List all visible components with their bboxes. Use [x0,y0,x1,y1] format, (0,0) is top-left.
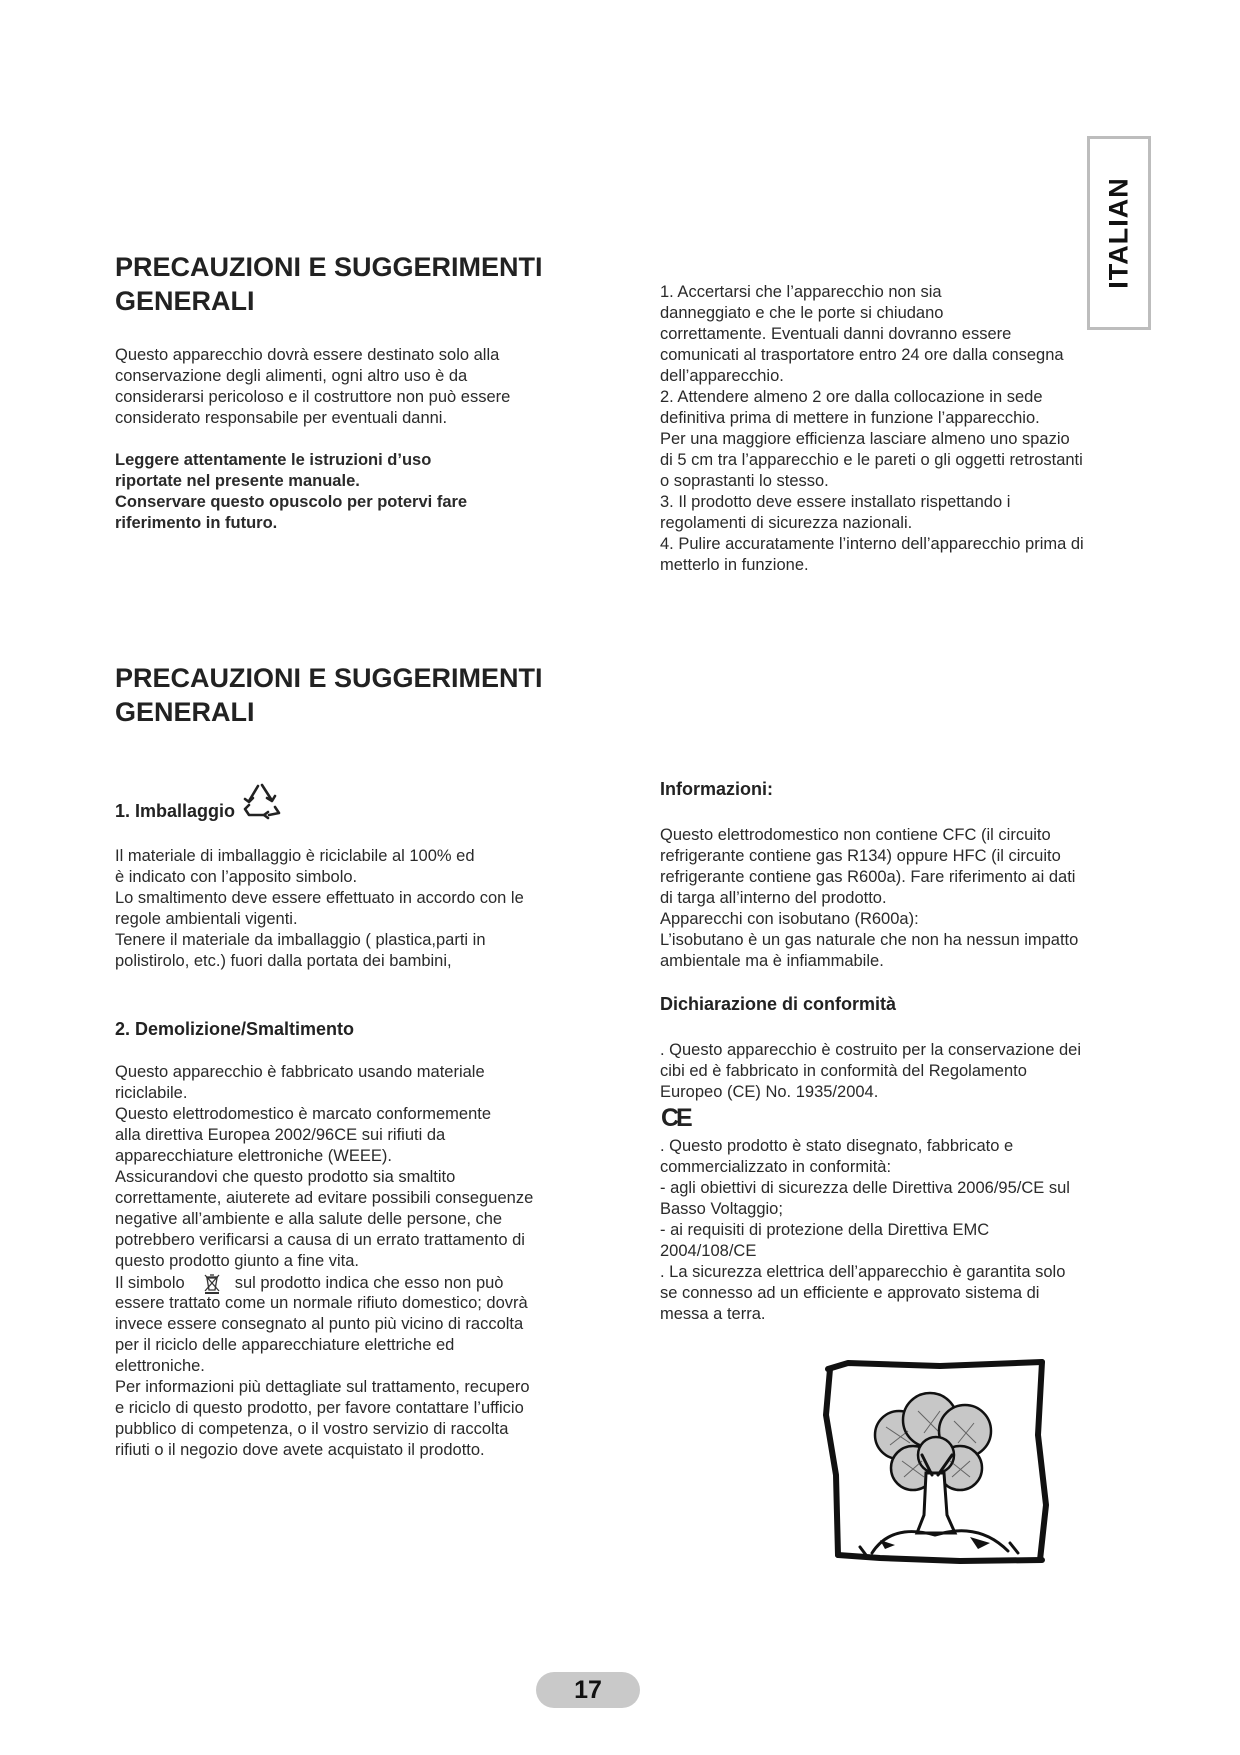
section1-bold-note: Leggere attentamente le istruzioni d’uso riportate nel presente manuale. Conservare questo opuscolo per potervi fare riferimento in futuro. [115,451,468,532]
conformity-heading: Dichiarazione di conformità [660,994,897,1014]
section2-title: PRECAUZIONI E SUGGERIMENTI GENERALI [115,663,543,727]
info-heading: Informazioni: [660,779,773,799]
conformity-text2: . Questo prodotto è stato disegnato, fabbricato e commercializzato in conformità: - agli obiettivi di sicurezza delle Direttiva 2006/95/CE sul Basso Voltaggio; - ai requisiti di protezione della Direttiva EMC 2004/108/CE . La sicurezza elettrica dell’apparecchio è garantita solo se connesso ad un efficiente e approvato sistema di messa a terra. [660,1137,1070,1323]
section1-intro: Questo apparecchio dovrà essere destinato solo alla conservazione degli alimenti, ogni altro uso è da considerarsi pericoloso e il costruttore non può essere considerato responsabile per eventuali danni. [115,346,511,427]
section1-steps: 1. Accertarsi che l’apparecchio non sia danneggiato e che le porte si chiudano correttamente. Eventuali danni dovranno essere comunicati al trasportatore entro 24 ore dalla consegna dell’apparecchio. 2. Attendere almeno 2 ore dalla collocazione in sede definitiva prima di mettere in funzione l’apparecchio. Per una maggiore efficienza lasciare almeno uno spazio di 5 cm tra l’apparecchio e le pareti o gli oggetti retrostanti o soprastanti lo stesso. 3. Il prodotto deve essere installato rispettando i regolamenti di sicurezza nazionali. 4. Pulire accuratamente l’interno dell’apparecchio prima di metterlo in funzione. [660,283,1084,574]
page-number: 17 [536,1672,640,1708]
weee-bin-icon [201,1272,223,1294]
conformity-text1: . Questo apparecchio è costruito per la conservazione dei cibi ed è fabbricato in conformità del Regolamento Europeo (CE) No. 1935/2004. [660,1041,1081,1101]
section1-title: PRECAUZIONI E SUGGERIMENTI GENERALI [115,252,543,316]
packaging-heading: 1. Imballaggio [115,801,236,821]
ce-mark: CE [661,1104,690,1132]
language-tab [1087,136,1151,330]
disposal-heading: 2. Demolizione/Smaltimento [115,1019,355,1039]
disposal-symbol-line [115,1272,503,1294]
disposal-text-after: essere trattato come un normale rifiuto domestico; dovrà invece essere consegnato al punto più vicino di raccolta per il riciclo delle apparecchiature elettriche ed elettroniche. Per informazioni più dettagliate sul trattamento, recupero e riciclo di questo prodotto, per favore contattare l’ufficio pubblico di competenza, o il vostro servizio di raccolta rifiuti o il negozio dove avete acquistato il prodotto. [115,1294,530,1459]
packaging-text: Il materiale di imballaggio è riciclabile al 100% ed è indicato con l’apposito simbolo. Lo smaltimento deve essere effettuato in accordo con le regole ambientali vigenti. Tenere il materiale da imballaggio ( plastica,parti in polistirolo, etc.) fuori dalla portata dei bambini, [115,847,524,970]
tree-illustration [820,1355,1050,1570]
language-tab-label: ITALIAN [1103,177,1134,289]
recycle-icon [241,782,283,820]
info-text: Questo elettrodomestico non contiene CFC (il circuito refrigerante contiene gas R134) oppure HFC (il circuito refrigerante contiene gas R600a). Fare riferimento ai dati di targa all’interno del prodotto. Apparecchi con isobutano (R600a): L’isobutano è un gas naturale che non ha nessun impatto ambientale ma è infiammabile. [660,826,1079,970]
disposal-symbol-suffix: sul prodotto indica che esso non può [234,1273,504,1292]
packaging-heading-row [115,782,283,822]
disposal-text-before: Questo apparecchio è fabbricato usando materiale riciclabile. Questo elettrodomestico è marcato conformemente alla direttiva Europea 2002/96CE sui rifiuti da apparecchiature elettroniche (WEEE). Assicurandovi che questo prodotto sia smaltito correttamente, aiuterete ad evitare possibili conseguenze negative all’ambiente e alla salute delle persone, che potrebbero verificarsi a causa di un errato trattamento di questo prodotto giunto a fine vita. [115,1063,534,1270]
disposal-symbol-prefix: Il simbolo [115,1273,185,1292]
